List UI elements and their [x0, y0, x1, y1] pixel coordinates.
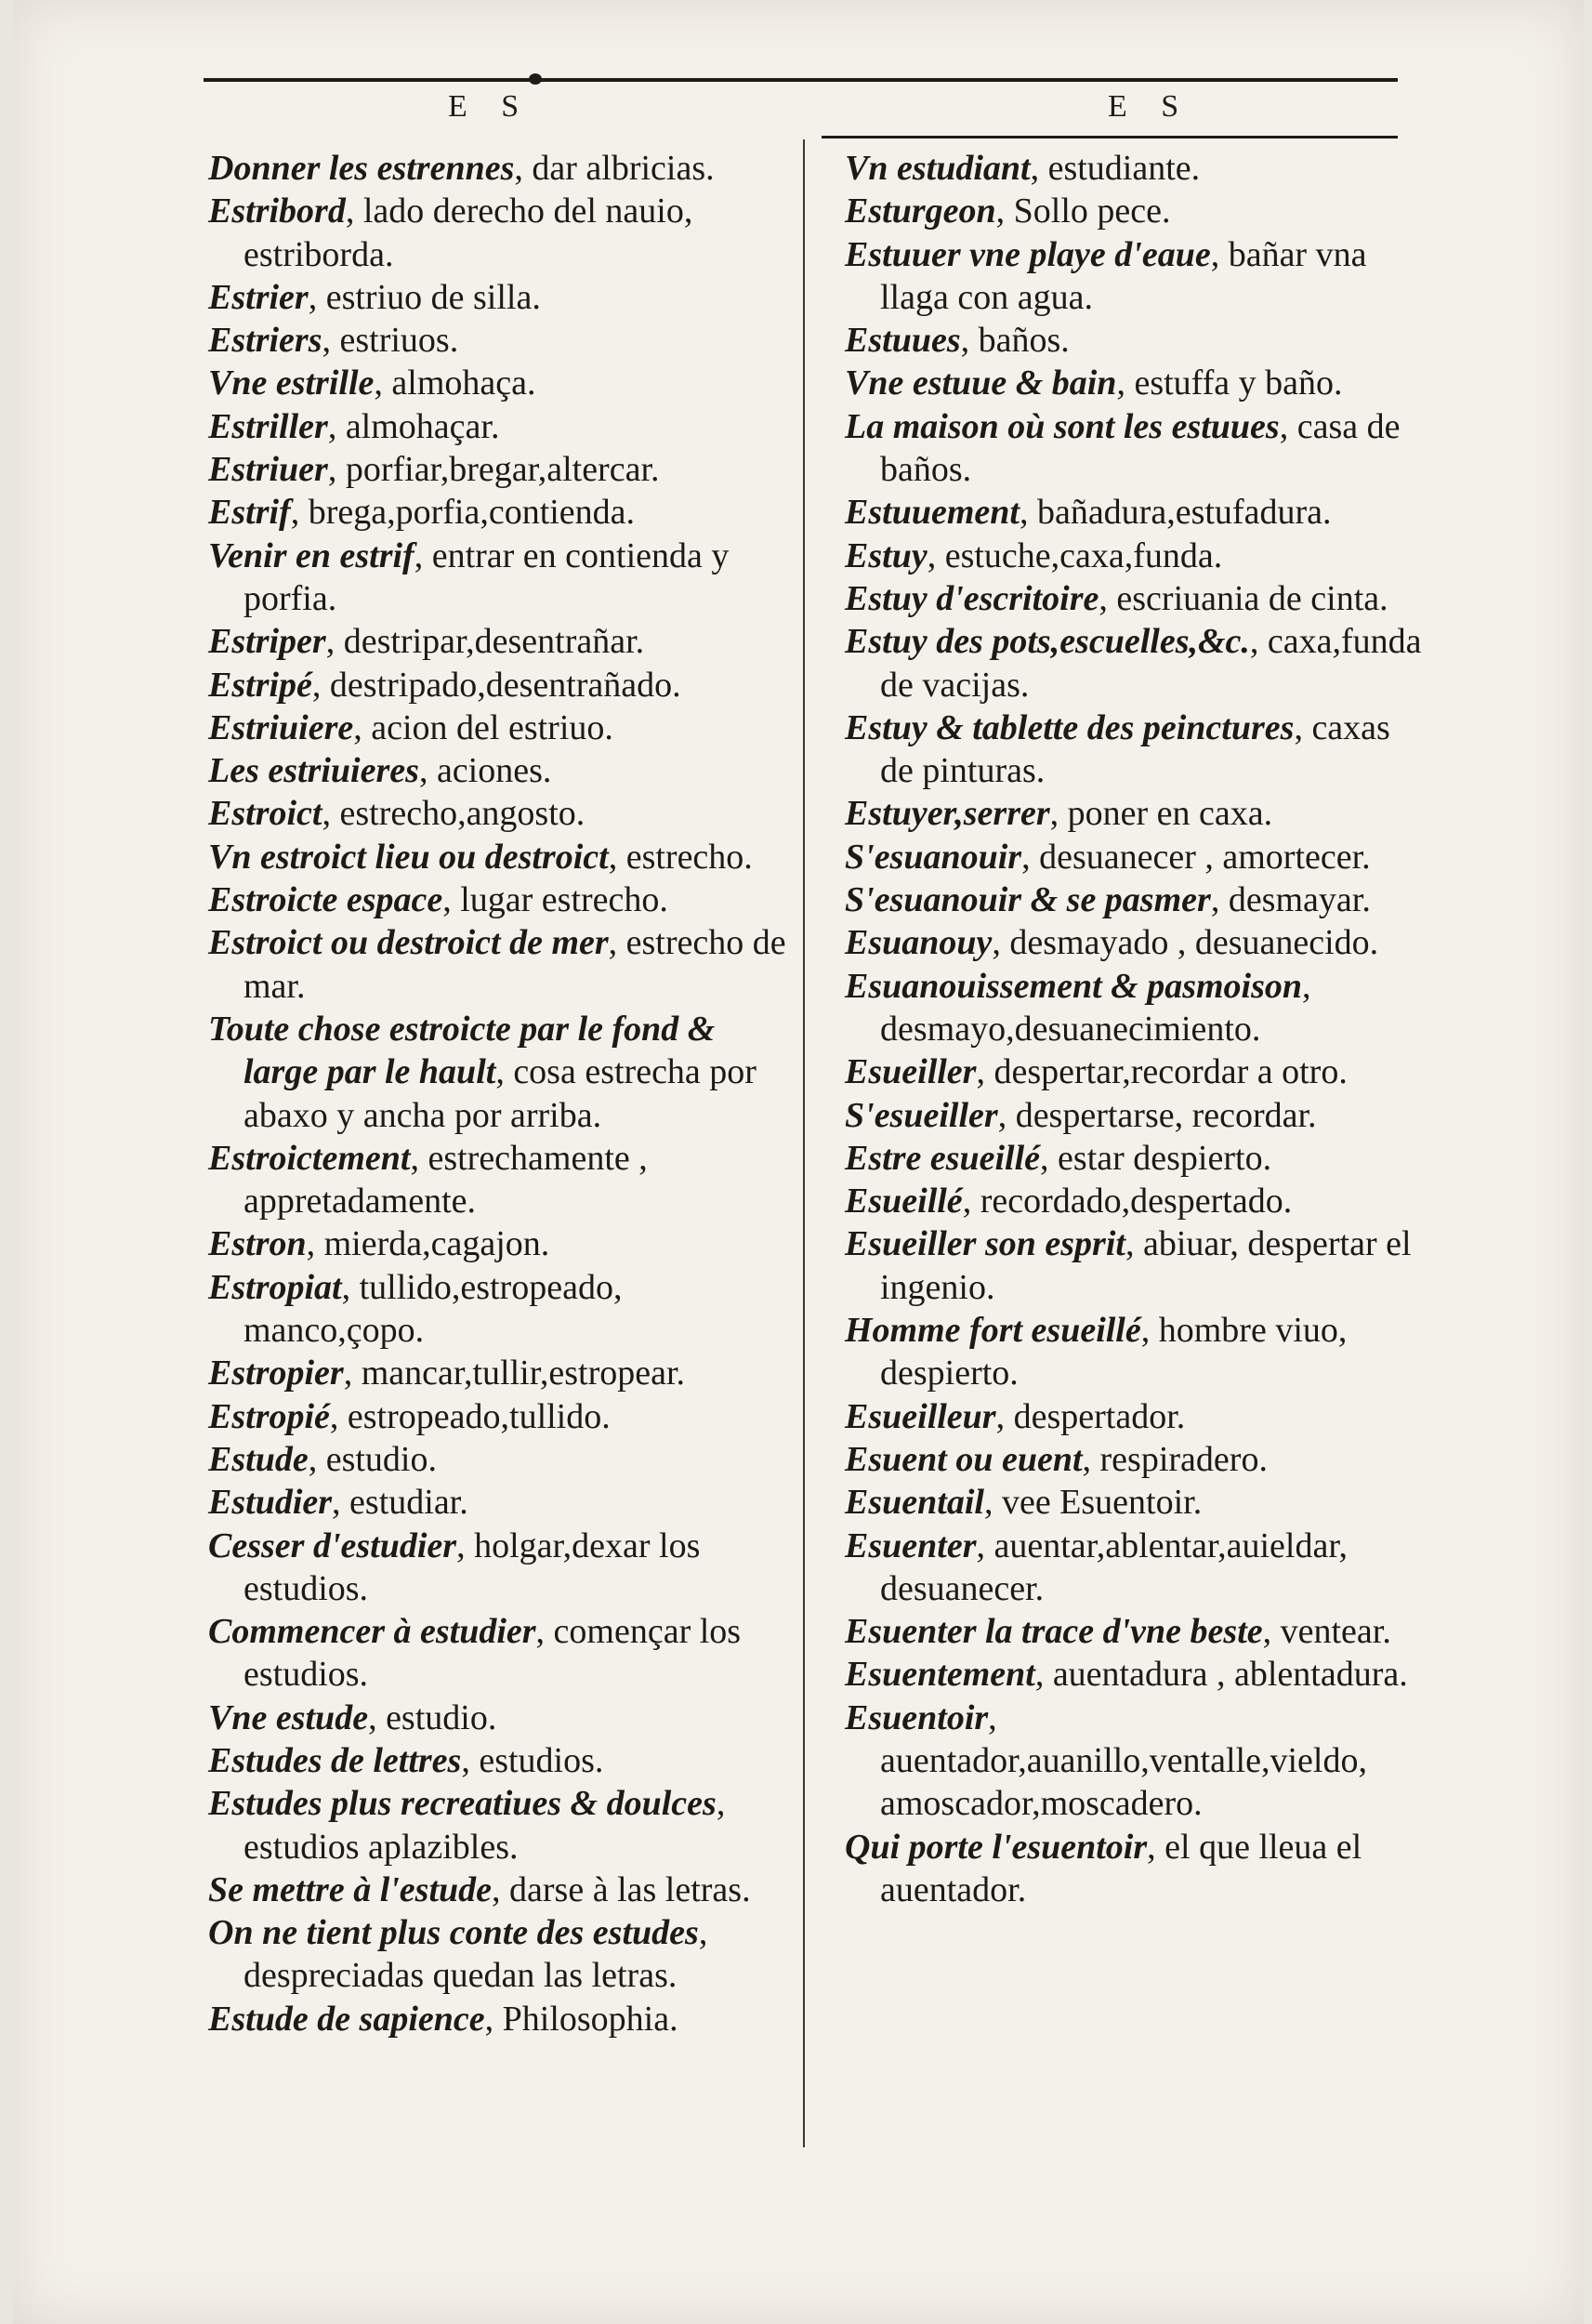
dictionary-entry: Vn estudiant, estudiante.: [845, 149, 1201, 188]
dictionary-entry: Estude, estudio.: [208, 1439, 437, 1479]
entry-translation: estudios.: [479, 1740, 604, 1780]
dictionary-entry: Esuentement, auentadura , ablentadura.: [845, 1655, 1408, 1695]
entry-translation: estrecho de mar.: [243, 923, 786, 1006]
entry-translation: el que lleua el auentador.: [880, 1827, 1362, 1909]
entry-headword: Esuenter: [845, 1525, 977, 1565]
dictionary-entry: Estroictement, estrechamente , appretadamente.: [208, 1138, 648, 1221]
entry-translation: porfiar,bregar,altercar.: [345, 450, 660, 490]
entry-translation: estuffa y baño.: [1134, 363, 1343, 403]
entry-translation: estudiar.: [349, 1483, 468, 1523]
entry-translation: mancar,tullir,estropear.: [361, 1353, 686, 1393]
entry-headword: Esueiller: [845, 1052, 977, 1092]
dictionary-entry: Estuy & tablette des peinctures, caxas de pinturas.: [845, 707, 1390, 791]
dictionary-entry: Estrif, brega,porfia,contienda.: [208, 493, 636, 533]
dictionary-entry: Estriers, estriuos.: [208, 321, 459, 361]
entry-translation: desmayo,desuanecimiento.: [880, 1009, 1261, 1049]
entry-headword: Estropiat: [208, 1267, 342, 1307]
entry-headword: Estuyer,serrer: [845, 794, 1050, 834]
dictionary-entry: Homme fort esueillé, hombre viuo, despierto.: [845, 1311, 1348, 1393]
entry-translation: tullido,estropeado, manco,çopo.: [243, 1267, 623, 1351]
entry-headword: Vne estuue & bain: [845, 363, 1117, 403]
entry-headword: Estropier: [208, 1353, 344, 1393]
dictionary-entry: Estuyer,serrer, poner en caxa.: [845, 794, 1273, 834]
entry-translation: desmayado , desuanecido.: [1009, 923, 1379, 963]
dictionary-entry: S'esueiller, despertarse, recordar.: [845, 1095, 1317, 1135]
entry-translation: caxas de pinturas.: [880, 707, 1390, 791]
running-header-right: E S: [1108, 89, 1192, 124]
entry-headword: Estroict ou destroict de mer: [208, 923, 609, 963]
dictionary-entry: Estuy des pots,escuelles,&c., caxa,funda de vacijas.: [845, 622, 1422, 705]
dictionary-entry: Estroict, estrecho,angosto.: [208, 794, 585, 834]
entry-headword: Venir en estrif: [208, 535, 414, 575]
entry-translation: estudiante.: [1047, 149, 1201, 188]
dictionary-entry: Estrier, estriuo de silla.: [208, 277, 541, 317]
dictionary-entry: Estre esueillé, estar despierto.: [845, 1138, 1272, 1178]
dictionary-entry: Esuanouissement & pasmoison, desmayo,desuanecimiento.: [845, 966, 1311, 1049]
entry-headword: Estriers: [208, 321, 322, 361]
dictionary-entry: Donner les estrennes, dar albricias.: [208, 149, 715, 188]
entry-headword: Estroicte espace: [208, 880, 443, 920]
dictionary-entry: Estripé, destripado,desentrañado.: [208, 665, 681, 705]
entry-translation: destripado,desentrañado.: [329, 665, 681, 705]
entry-headword: S'esueiller: [845, 1095, 998, 1135]
entry-headword: Commencer à estudier: [208, 1612, 536, 1652]
dictionary-entry: Estriller, almohaçar.: [208, 406, 500, 446]
entry-translation: ventear.: [1280, 1612, 1391, 1652]
entry-translation: estropeado,tullido.: [347, 1396, 611, 1436]
dictionary-entry: Estriuiere, acion del estriuo.: [208, 707, 613, 747]
entry-translation: auentadura , ablentadura.: [1052, 1655, 1408, 1695]
dictionary-entry: Estudes de lettres, estudios.: [208, 1740, 604, 1780]
entry-translation: recordado,despertado.: [980, 1182, 1293, 1221]
entry-headword: Estriuiere: [208, 707, 354, 747]
dictionary-entry: Les estriuieres, aciones.: [208, 751, 552, 791]
entry-headword: S'esuanouir & se pasmer: [845, 880, 1211, 920]
entry-translation: despertador.: [1013, 1396, 1186, 1436]
dictionary-entry: Vne estrille, almohaça.: [208, 363, 536, 403]
entry-headword: Estuy: [845, 535, 928, 575]
dictionary-entry: Estuues, baños.: [845, 321, 1070, 361]
entry-headword: Esturgeon: [845, 191, 996, 231]
entry-translation: lado derecho del nauio, estriborda.: [243, 191, 693, 274]
entry-translation: començar los estudios.: [243, 1612, 742, 1695]
entry-headword: Estripé: [208, 665, 312, 705]
entry-translation: auentador,auanillo,ventalle,vieldo, amoscador,moscadero.: [880, 1740, 1367, 1824]
entry-translation: cosa estrecha por abaxo y ancha por arriba.: [243, 1052, 757, 1135]
entry-translation: desmayar.: [1228, 880, 1371, 920]
entry-headword: Esueillé: [845, 1182, 963, 1221]
dictionary-entry: Estuuer vne playe d'eaue, bañar vna llaga con agua.: [845, 234, 1367, 317]
dictionary-entry: Estude de sapience, Philosophia.: [208, 1999, 678, 2039]
entry-headword: Estudes de lettres: [208, 1740, 462, 1780]
entry-translation: Sollo pece.: [1013, 191, 1171, 231]
entry-headword: Estrif: [208, 493, 291, 533]
entry-headword: Estroict: [208, 794, 322, 834]
entry-translation: almohaçar.: [345, 406, 500, 446]
entry-translation: hombre viuo, despierto.: [880, 1311, 1348, 1393]
dictionary-entry: Esturgeon, Sollo pece.: [845, 191, 1171, 231]
entry-translation: poner en caxa.: [1067, 794, 1273, 834]
entry-translation: abiuar, despertar el ingenio.: [880, 1224, 1412, 1307]
entry-headword: Esuent ou euent: [845, 1439, 1083, 1479]
dictionary-entry: Estropier, mancar,tullir,estropear.: [208, 1353, 686, 1393]
book-page: [13, 0, 1584, 2324]
entry-headword: On ne tient plus conte des estudes: [208, 1913, 699, 1953]
entry-headword: Esuanouissement & pasmoison: [845, 966, 1303, 1006]
dictionary-entry: Esueilleur, despertador.: [845, 1396, 1186, 1436]
dictionary-entry: On ne tient plus conte des estudes, despreciadas quedan las letras.: [208, 1913, 708, 1996]
entry-headword: Estron: [208, 1224, 307, 1264]
dictionary-entry: Venir en estrif, entrar en contienda y porfia.: [208, 535, 730, 618]
entry-headword: Esuentoir: [845, 1697, 989, 1737]
entry-translation: caxa,funda de vacijas.: [880, 622, 1422, 705]
entry-translation: Philosophia.: [502, 1999, 678, 2039]
dictionary-entry: Vn estroict lieu ou destroict, estrecho.: [208, 837, 753, 877]
dictionary-entry: Estudier, estudiar.: [208, 1483, 468, 1523]
top-rule-ornament: [529, 73, 542, 85]
entry-translation: destripar,desentrañar.: [343, 622, 645, 662]
entry-translation: bañadura,estufadura.: [1036, 493, 1332, 533]
entry-headword: Vne estrille: [208, 363, 375, 403]
running-header-left: E S: [448, 89, 533, 124]
entry-headword: Estuy d'escritoire: [845, 578, 1099, 618]
entry-translation: vee Esuentoir.: [1001, 1483, 1203, 1523]
entry-translation: estudio.: [386, 1697, 497, 1737]
entry-headword: Estuuer vne playe d'eaue: [845, 234, 1211, 274]
entry-translation: estrechamente , appretadamente.: [243, 1138, 648, 1221]
column-divider: [803, 139, 805, 2147]
entry-headword: Estroictement: [208, 1138, 411, 1178]
dictionary-entry: Esueiller son esprit, abiuar, despertar el ingenio.: [845, 1224, 1412, 1307]
entry-translation: dar albricias.: [532, 149, 715, 188]
entry-headword: Vne estude: [208, 1697, 369, 1737]
entry-translation: aciones.: [436, 751, 552, 791]
entry-translation: estrecho,angosto.: [339, 794, 585, 834]
entry-translation: lugar estrecho.: [460, 880, 668, 920]
entry-translation: holgar,dexar los estudios.: [243, 1525, 701, 1608]
entry-headword: Estropié: [208, 1396, 330, 1436]
entry-headword: Les estriuieres: [208, 751, 419, 791]
entry-headword: Estuuement: [845, 493, 1020, 533]
entry-headword: Vn estudiant: [845, 149, 1031, 188]
dictionary-entry: Commencer à estudier, començar los estudios.: [208, 1612, 742, 1695]
entry-translation: baños.: [978, 321, 1070, 361]
dictionary-entry: Estudes plus recreatiues & doulces, estudios aplazibles.: [208, 1784, 726, 1867]
entry-translation: estudio.: [325, 1439, 437, 1479]
dictionary-entry: La maison où sont les estuues, casa de baños.: [845, 406, 1401, 490]
entry-headword: Vn estroict lieu ou destroict: [208, 837, 609, 877]
entry-headword: Esuanouy: [845, 923, 993, 963]
dictionary-entry: Estriper, destripar,desentrañar.: [208, 622, 645, 662]
entry-translation: mierda,cagajon.: [323, 1224, 550, 1264]
entry-headword: S'esuanouir: [845, 837, 1022, 877]
dictionary-entry: Esuentail, vee Esuentoir.: [845, 1483, 1203, 1523]
entry-translation: escriuania de cinta.: [1116, 578, 1388, 618]
entry-headword: Homme fort esueillé: [845, 1311, 1141, 1351]
entry-translation: despreciadas quedan las letras.: [243, 1956, 678, 1996]
entry-headword: Estriper: [208, 622, 326, 662]
entry-translation: casa de baños.: [880, 406, 1401, 490]
entry-headword: Estude de sapience: [208, 1999, 485, 2039]
dictionary-entry: Esuent ou euent, respiradero.: [845, 1439, 1268, 1479]
entry-translation: acion del estriuo.: [371, 707, 613, 747]
entry-headword: Estudes plus recreatiues & doulces: [208, 1784, 717, 1824]
entry-translation: estriuos.: [339, 321, 459, 361]
dictionary-entry: Estropié, estropeado,tullido.: [208, 1396, 611, 1436]
entry-translation: desuanecer , amortecer.: [1039, 837, 1371, 877]
dictionary-entry: S'esuanouir, desuanecer , amortecer.: [845, 837, 1371, 877]
dictionary-entry: Estriuer, porfiar,bregar,altercar.: [208, 450, 660, 490]
entry-headword: Donner les estrennes: [208, 149, 515, 188]
dictionary-entry: Qui porte l'esuentoir, el que lleua el auentador.: [845, 1827, 1362, 1909]
dictionary-entry: Cesser d'estudier, holgar,dexar los estudios.: [208, 1525, 701, 1608]
dictionary-entry: Esueillé, recordado,despertado.: [845, 1182, 1293, 1221]
entry-headword: Estriller: [208, 406, 328, 446]
dictionary-entry: Estropiat, tullido,estropeado, manco,çopo.: [208, 1267, 623, 1351]
dictionary-entry: Esuanouy, desmayado , desuanecido.: [845, 923, 1379, 963]
entry-translation: estar despierto.: [1058, 1138, 1272, 1178]
dictionary-entry: Se mettre à l'estude, darse à las letras.: [208, 1869, 751, 1909]
entry-headword: Estuy des pots,escuelles,&c.: [845, 622, 1250, 662]
entry-translation: estudios aplazibles.: [243, 1827, 519, 1867]
entry-headword: La maison où sont les estuues: [845, 406, 1280, 446]
dictionary-entry: Estroict ou destroict de mer, estrecho de mar.: [208, 923, 786, 1006]
dictionary-entry: Esuentoir, auentador,auanillo,ventalle,vieldo, amoscador,moscadero.: [845, 1697, 1367, 1824]
entry-headword: Estude: [208, 1439, 309, 1479]
dictionary-entry: Toute chose estroicte par le fond & large par le hault, cosa estrecha por abaxo y ancha por arriba.: [208, 1009, 757, 1135]
dictionary-entry: S'esuanouir & se pasmer, desmayar.: [845, 880, 1371, 920]
entry-translation: darse à las letras.: [509, 1869, 751, 1909]
dictionary-entry: Estroicte espace, lugar estrecho.: [208, 880, 668, 920]
dictionary-entry: Vne estude, estudio.: [208, 1697, 497, 1737]
dictionary-entry: Esuenter la trace d'vne beste, ventear.: [845, 1612, 1391, 1652]
dictionary-entry: Estuuement, bañadura,estufadura.: [845, 493, 1332, 533]
entry-translation: despertar,recordar a otro.: [993, 1052, 1348, 1092]
dictionary-entry: Estuy d'escritoire, escriuania de cinta.: [845, 578, 1388, 618]
entry-headword: Estriuer: [208, 450, 328, 490]
entry-headword: Estudier: [208, 1483, 333, 1523]
entry-headword: Estrier: [208, 277, 309, 317]
dictionary-entry: Estribord, lado derecho del nauio, estriborda.: [208, 191, 693, 274]
dictionary-entry: Vne estuue & bain, estuffa y baño.: [845, 363, 1343, 403]
entry-translation: auentar,ablentar,auieldar, desuanecer.: [880, 1525, 1348, 1608]
entry-translation: estuche,caxa,funda.: [944, 535, 1223, 575]
entry-translation: entrar en contienda y porfia.: [243, 535, 730, 618]
entry-headword: Esueiller son esprit: [845, 1224, 1125, 1264]
entry-headword: Toute chose estroicte par le fond & large par le hault: [208, 1009, 716, 1092]
entry-translation: respiradero.: [1099, 1439, 1268, 1479]
entry-translation: estrecho.: [625, 837, 753, 877]
entry-translation: estriuo de silla.: [325, 277, 541, 317]
entry-translation: despertarse, recordar.: [1015, 1095, 1317, 1135]
left-column: [208, 147, 786, 2040]
entry-headword: Qui porte l'esuentoir: [845, 1827, 1148, 1867]
dictionary-entry: Esuenter, auentar,ablentar,auieldar, desuanecer.: [845, 1525, 1348, 1608]
right-column: [845, 147, 1423, 1911]
entry-headword: Estuy & tablette des peinctures: [845, 707, 1295, 747]
top-rule: [204, 78, 1398, 82]
entry-headword: Se mettre à l'estude: [208, 1869, 493, 1909]
entry-headword: Esuenter la trace d'vne beste: [845, 1612, 1263, 1652]
entry-headword: Estuues: [845, 321, 961, 361]
dictionary-entry: Estuy, estuche,caxa,funda.: [845, 535, 1223, 575]
entry-headword: Cesser d'estudier: [208, 1525, 457, 1565]
entry-headword: Esueilleur: [845, 1396, 996, 1436]
entry-headword: Estre esueillé: [845, 1138, 1041, 1178]
entry-translation: brega,porfia,contienda.: [308, 493, 636, 533]
right-header-rule: [822, 136, 1398, 139]
entry-headword: Estribord: [208, 191, 346, 231]
entry-headword: Esuentement: [845, 1655, 1035, 1695]
entry-headword: Esuentail: [845, 1483, 984, 1523]
dictionary-entry: Estron, mierda,cagajon.: [208, 1224, 550, 1264]
entry-translation: almohaça.: [391, 363, 536, 403]
entry-translation: bañar vna llaga con agua.: [880, 234, 1367, 317]
dictionary-entry: Esueiller, despertar,recordar a otro.: [845, 1052, 1348, 1092]
